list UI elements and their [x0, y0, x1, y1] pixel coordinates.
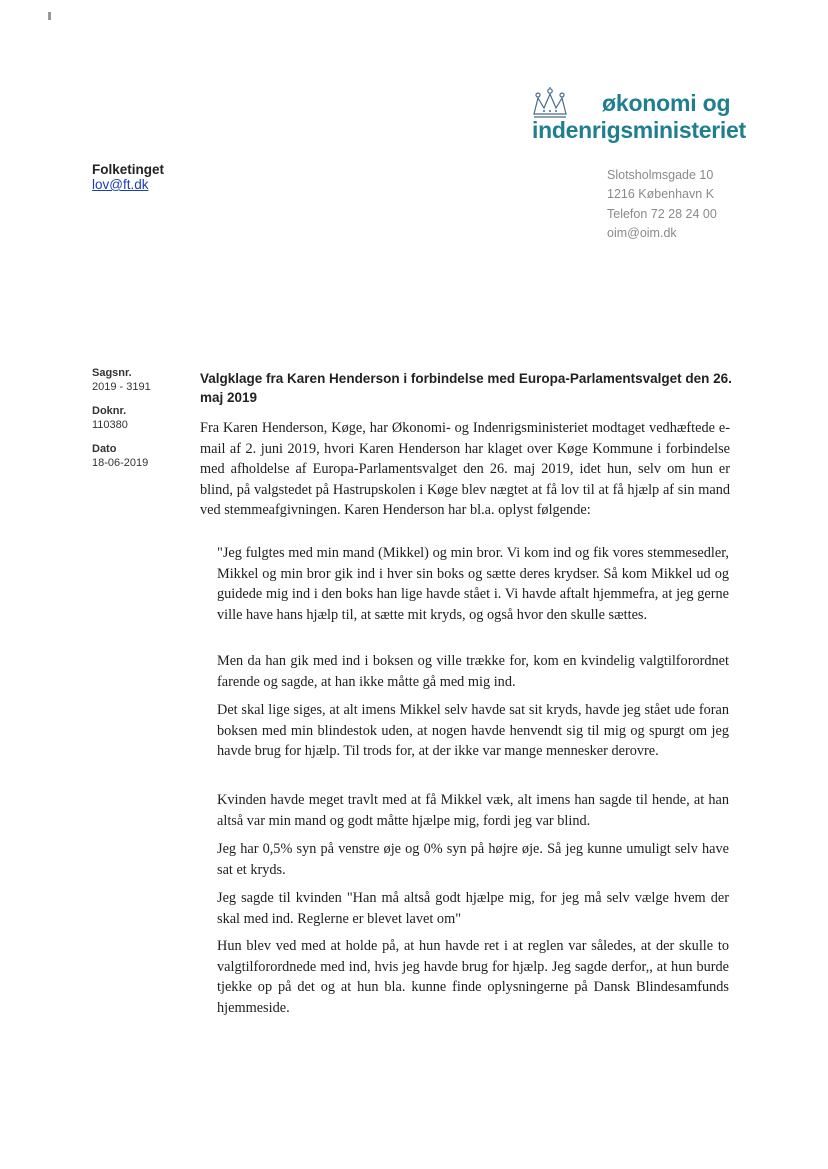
quote-paragraph-1: "Jeg fulgtes med min mand (Mikkel) og min bror. Vi kom ind og fik vores stemmesedler, Mikkel og min bror gik ind i hver sin boks og sætte deres krydser. Så kom Mikkel ud og guidede mig ind i den boks han lige havde stået i. Vi havde aftalt hjemmefra, at jeg gerne ville have hans hjælp til, at sætte mit kryds, og også hvor den skulle sættes.: [217, 545, 729, 623]
quote-paragraph-2: Men da han gik med ind i boksen og ville trække for, kom en kvindelig valgtilforordnet farende og sagde, at han ikke måtte gå med mig ind.: [217, 653, 729, 690]
address-city: 1216 København K: [607, 187, 715, 202]
recipient-name: Folketinget: [92, 162, 165, 177]
recipient-email-link[interactable]: lov@ft.dk: [92, 177, 149, 192]
crown-icon: [530, 86, 570, 120]
recipient-block: [92, 162, 164, 192]
date-label: Dato: [92, 443, 117, 455]
case-number-label: Sagsnr.: [92, 367, 132, 379]
ministry-logo: [530, 84, 746, 148]
quote-paragraph-4: Kvinden havde meget travlt med at få Mikkel væk, alt imens han sagde til hende, at han altså var min mand og godt måtte hjælpe mig, fordi jeg var blind.: [217, 792, 729, 829]
quote-paragraph-6: Jeg sagde til kvinden "Han må altså godt hjælpe mig, for jeg må selv vælge hvem der skal med ind. Reglerne er blevet lavet om": [217, 890, 729, 927]
logo-text-line2: indenrigsministeriet: [532, 117, 746, 143]
address-phone: Telefon 72 28 24 00: [607, 206, 717, 221]
date-value: 18-06-2019: [92, 457, 149, 469]
quote-paragraph-3: Det skal lige siges, at alt imens Mikkel selv havde sat sit kryds, havde jeg stået ude foran boksen med min blindestok uden, at nogen havde henvendt sig til mig og spurgt om jeg havde brug for hjælp. Til trods for, at der ikke var mange mennesker derovre.: [217, 702, 729, 760]
quote-paragraph-5: Jeg har 0,5% syn på venstre øje og 0% syn på højre øje. Så jeg kunne umuligt selv have sat et kryds.: [217, 841, 729, 878]
address-email: oim@oim.dk: [607, 225, 677, 240]
doc-number-value: 110380: [92, 419, 128, 431]
doc-number-label: Doknr.: [92, 405, 127, 417]
case-number-value: 2019 - 3191: [92, 381, 151, 393]
scan-speck: [48, 12, 51, 20]
logo-text-line1: økonomi og: [602, 90, 731, 116]
address-street: Slotsholmsgade 10: [607, 168, 714, 182]
letter-subject: Valgklage fra Karen Henderson i forbindelse med Europa-Parlamentsvalget den 26. maj 2019: [200, 371, 732, 405]
intro-paragraph: Fra Karen Henderson, Køge, har Økonomi- og Indenrigsministeriet modtaget vedhæftede e-mail af 2. juni 2019, hvori Karen Henderson har klaget over Køge Kommune i forbindelse med afholdelse af Europa-Parlamentsvalget den 26. maj 2019, idet hun, selv om hun er blind, på valgstedet på Hastrupskolen i Køge blev nægtet at få lov til at få hjælp af sin mand ved stemmeafgivningen. Karen Henderson har bl.a. oplyst følgende:: [200, 420, 730, 519]
quote-paragraph-7: Hun blev ved med at holde på, at hun havde ret i at reglen var således, at der skulle to valgtilforordnede med ind, hvis jeg havde brug for hjælp. Jeg sagde derfor,, at hun burde tjekke op på det og at hun bla. kunne finde oplysningerne på Dansk Blindesamfunds hjemmeside.: [217, 938, 729, 1016]
sender-address: [607, 166, 717, 243]
case-metadata: [92, 366, 151, 480]
